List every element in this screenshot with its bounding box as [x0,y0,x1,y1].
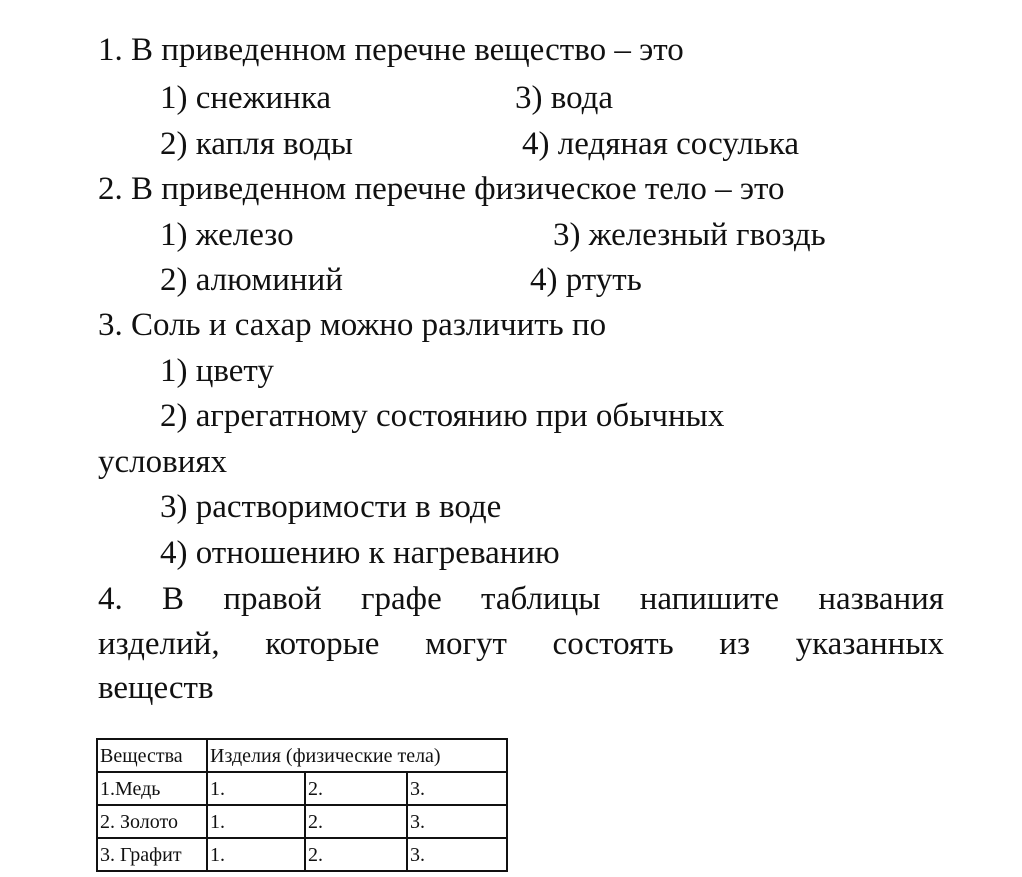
substance-cell: 3. Графит [97,838,207,871]
table-header-row [97,739,507,772]
question-3-option-1: 1) цвету [160,353,274,389]
answer-cell[interactable]: 1. [207,838,305,871]
question-3-option-4: 4) отношению к нагреванию [160,535,560,571]
substance-cell: 1.Медь [97,772,207,805]
answer-cell[interactable]: 2. [305,772,407,805]
question-1-option-4: 4) ледяная сосулька [522,126,800,162]
header-items: Изделия (физические тела) [207,739,507,772]
header-substances: Вещества [97,739,207,772]
question-1-option-1: 1) снежинка [160,80,331,116]
answer-cell[interactable]: 1. [207,805,305,838]
question-2-text: 2. В приведенном перечне физическое тело – это [98,171,785,207]
question-2-option-1: 1) железо [160,217,294,253]
question-2-option-3: 3) железный гвоздь [553,217,826,253]
answer-cell[interactable]: 3. [407,772,507,805]
table-row [97,772,507,805]
question-4-line-1: 4. В правой графе таблицы напишите названия [98,581,944,617]
answer-cell[interactable]: 3. [407,838,507,871]
question-3-option-2-continued: условиях [98,444,228,480]
substance-cell: 2. Золото [97,805,207,838]
question-1-option-3: 3) вода [515,80,614,116]
table-row [97,805,507,838]
answer-cell[interactable]: 3. [407,805,507,838]
question-1-option-2: 2) капля воды [160,126,353,162]
question-4-line-3: веществ [98,670,214,706]
substances-table [96,738,508,872]
answer-cell[interactable]: 1. [207,772,305,805]
question-1-text: 1. В приведенном перечне вещество – это [98,32,684,68]
table-row [97,838,507,871]
question-2-option-2: 2) алюминий [160,262,343,298]
question-4-line-2: изделий, которые могут состоять из указанных [98,626,944,662]
question-3-option-3: 3) растворимости в воде [160,489,502,525]
question-2-option-4: 4) ртуть [530,262,642,298]
question-3-text: 3. Соль и сахар можно различить по [98,307,607,343]
question-3-option-2: 2) агрегатному состоянию при обычных [160,398,725,434]
answer-cell[interactable]: 2. [305,838,407,871]
answer-cell[interactable]: 2. [305,805,407,838]
